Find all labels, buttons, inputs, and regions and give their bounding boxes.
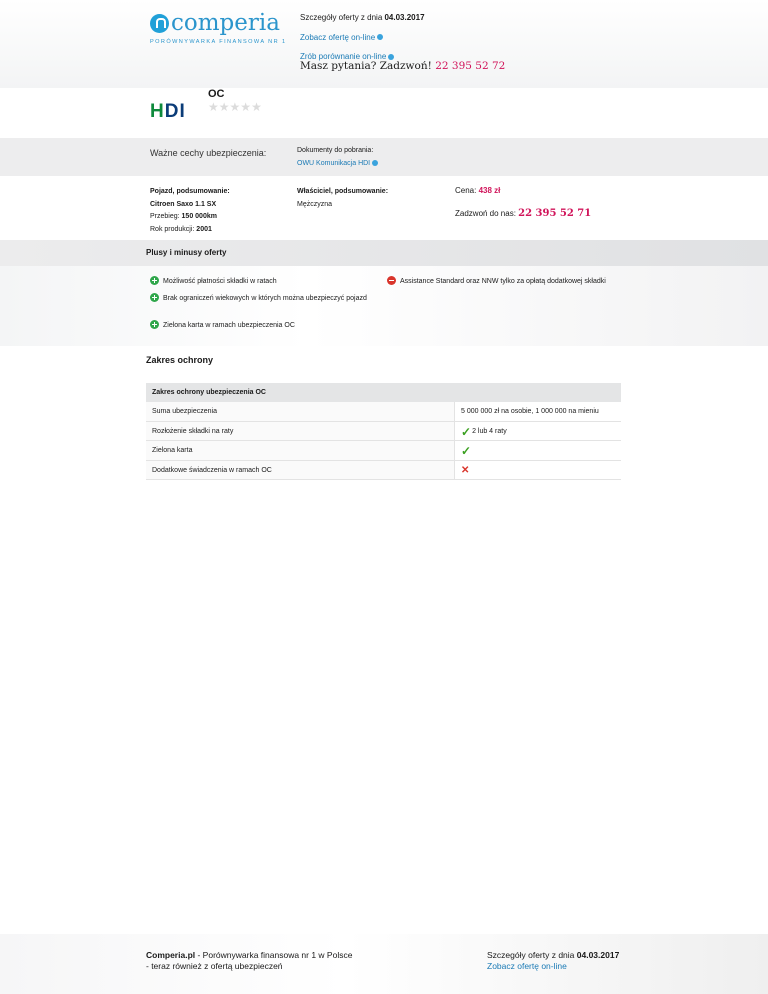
vehicle-model: Citroen Saxo 1.1 SX [150,200,217,208]
footer-view-offer-link[interactable]: Zobacz ofertę on-line [487,961,567,971]
compare-link-label: Zrób porównanie on-line [300,52,387,61]
features-label: Ważne cechy ubezpieczenia: [150,148,267,158]
row-value: 5 000 000 zł na osobie, 1 000 000 na mieniu [461,408,599,415]
table-row [146,441,621,461]
logo-tagline: PORÓWNYWARKA FINANSOWA NR 1 [150,39,287,45]
vehicle-title: Pojazd, podsumowanie: [150,188,230,195]
footer-line1: - Porównywarka finansowa nr 1 w Polsce [195,950,353,960]
pros-cons-list [0,266,768,346]
documents [297,147,378,167]
pro-text: Brak ograniczeń wiekowych w których można ubezpieczyć pojazd [163,295,367,302]
product-name: OC [208,88,225,100]
plus-icon [150,293,159,302]
owner-title: Właściciel, podsumowanie: [297,188,389,195]
pro-item [150,294,375,303]
features-band [0,138,768,176]
cross-icon: ✕ [461,464,470,476]
owner-gender: Mężczyzna [297,200,333,208]
comperia-logo[interactable] [150,12,287,45]
price-value: 438 zł [478,186,501,195]
footer-line2: - teraz również z ofertą ubezpieczeń [146,961,283,971]
arrow-right-icon [388,54,394,60]
star-icon: ★ [251,100,262,114]
star-icon: ★ [218,100,230,114]
product-header [150,88,450,138]
con-text: Assistance Standard oraz NNW tylko za opłatą dodatkowej składki [400,278,606,285]
owu-document-link[interactable] [297,160,378,167]
footer-date: 04.03.2017 [576,950,620,960]
call-label: Zadzwoń do nas: [455,209,519,218]
documents-label: Dokumenty do pobrania: [297,147,374,154]
coverage-table [146,383,621,480]
table-row [146,461,621,481]
pro-item [150,321,375,330]
price [455,186,500,195]
row-label: Suma ubezpieczenia [146,402,455,421]
rating-stars [208,100,262,114]
pro-item [150,277,370,286]
row-label: Dodatkowe świadczenia w ramach OC [146,461,455,480]
table-row [146,402,621,422]
hdi-logo [150,101,186,123]
con-item [387,277,627,286]
star-icon: ★ [229,100,241,114]
footer-brand-text [146,950,352,972]
page-header [0,0,768,88]
coverage-table-header: Zakres ochrony ubezpieczenia OC [146,383,621,402]
logo-name: comperia [171,10,280,36]
arrow-right-icon [377,34,383,40]
call-us [455,208,591,219]
footer-date-prefix: Szczegóły oferty z dnia [487,950,577,960]
star-icon: ★ [208,100,219,114]
arrow-right-icon [372,160,378,166]
pro-text: Zielona karta w ramach ubezpieczenia OC [163,322,295,329]
summary-section [0,176,768,240]
production-year [150,226,230,239]
year-value: 2001 [196,225,212,233]
owner-summary [297,188,388,213]
view-offer-link[interactable] [300,33,383,42]
footer-brand: Comperia.pl [146,950,196,960]
insurer-logo-text: HDI [150,101,186,122]
view-offer-link-label: Zobacz ofertę on-line [300,32,376,42]
table-row [146,422,621,442]
check-icon: ✓ [461,424,472,439]
star-icon: ★ [240,100,252,114]
question-phone[interactable]: 22 395 52 72 [435,60,506,72]
row-label: Zielona karta [146,441,455,460]
check-icon: ✓ [461,444,472,458]
footer-offer [487,950,619,972]
offer-date-prefix: Szczegóły oferty z dnia [300,13,385,22]
year-label: Rok produkcji: [150,225,197,233]
question-text: Masz pytania? Zadzwoń! [300,60,432,72]
bell-icon [150,14,169,33]
question-line [300,60,505,72]
row-value: 2 lub 4 raty [472,427,507,435]
mileage [150,213,230,226]
offer-date: 04.03.2017 [384,13,425,22]
owu-document-link-label: OWU Komunikacja HDI [297,160,371,167]
price-label: Cena: [455,186,479,195]
call-phone[interactable]: 22 395 52 71 [518,208,592,219]
pros-cons-title: Plusy i minusy oferty [146,248,227,257]
plus-icon [150,276,159,285]
plus-icon [150,320,159,329]
row-label: Rozłożenie składki na raty [146,422,455,441]
vehicle-summary [150,188,230,238]
pro-text: Możliwość płatności składki w ratach [163,278,277,285]
coverage-title: Zakres ochrony [146,355,214,365]
mileage-label: Przebieg: [150,213,182,220]
mileage-value: 150 000km [181,213,217,220]
page-footer [0,934,768,994]
minus-icon [387,276,396,285]
pros-cons-header [0,240,768,266]
